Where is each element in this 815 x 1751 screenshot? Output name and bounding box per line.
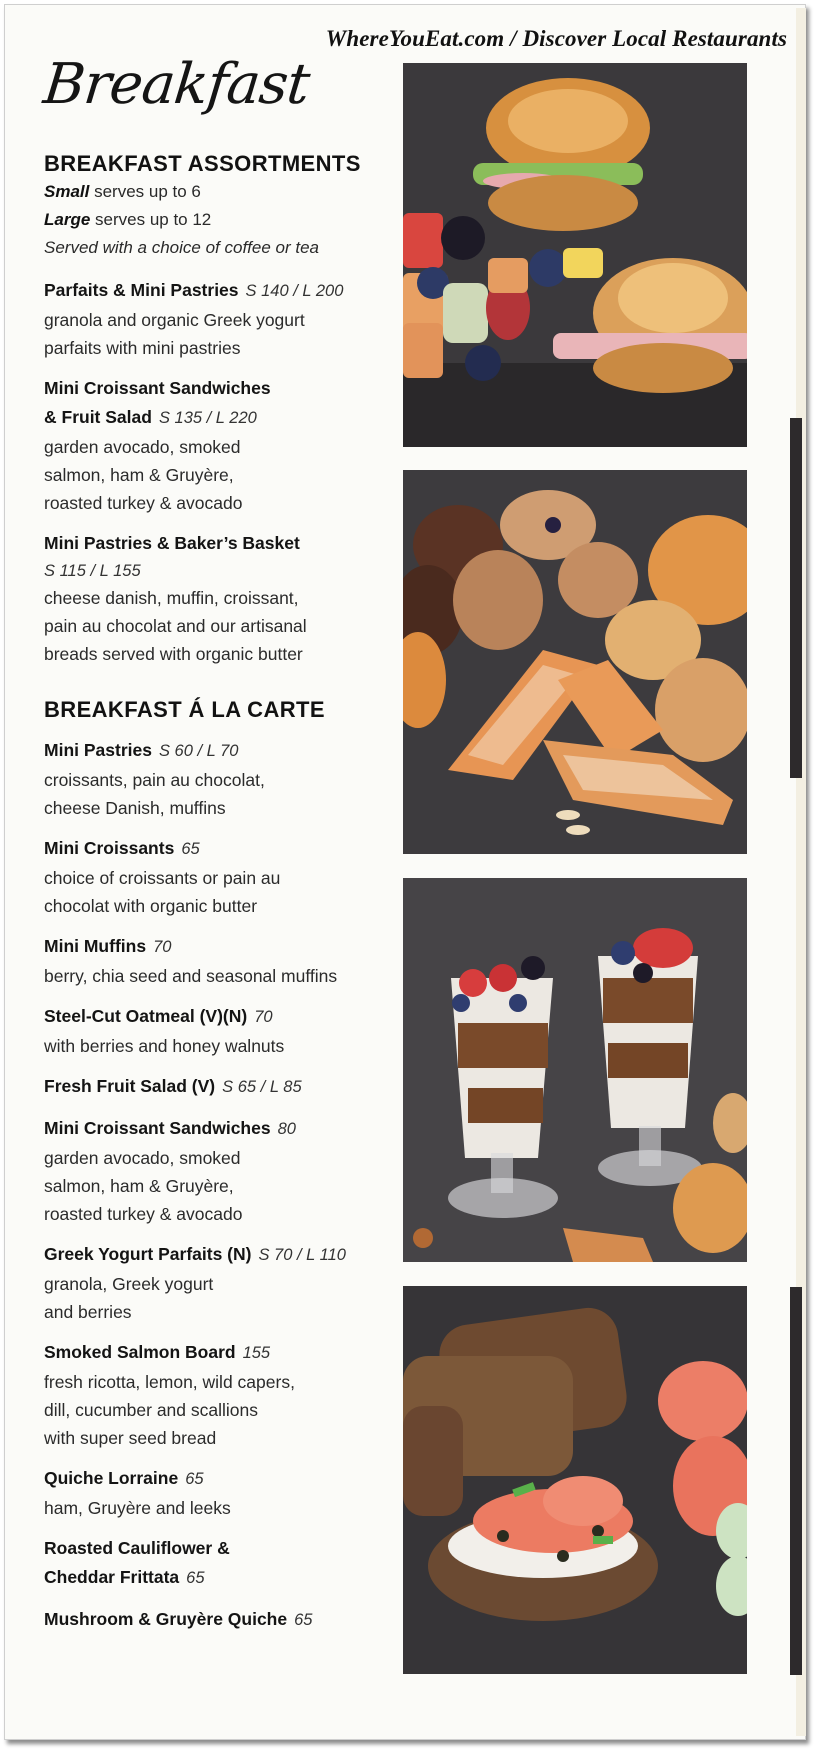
item-description: ham, Gruyère and leeks bbox=[44, 1498, 231, 1518]
served-with-note: Served with a choice of coffee or tea bbox=[44, 238, 319, 257]
item-price: 70 bbox=[153, 938, 172, 956]
item-name: Steel-Cut Oatmeal (V)(N) bbox=[44, 1006, 248, 1026]
watermark: WhereYouEat.com / Discover Local Restaurants bbox=[325, 26, 787, 51]
small-size-note: Small serves up to 6 bbox=[44, 182, 201, 201]
item-price: S 60 / L 70 bbox=[158, 742, 239, 760]
item-name: Quiche Lorraine bbox=[44, 1468, 179, 1488]
item-name: Mini Croissant Sandwiches bbox=[44, 1118, 271, 1138]
menu-item bbox=[44, 1114, 394, 1228]
item-name: Greek Yogurt Parfaits (N) bbox=[44, 1244, 252, 1264]
item-price: 65 bbox=[294, 1611, 313, 1629]
item-price: S 135 / L 220 bbox=[158, 409, 257, 427]
item-description: choice of croissants or pain au chocolat with organic butter bbox=[44, 868, 281, 916]
menu-item bbox=[44, 834, 394, 920]
item-name: Mini Muffins bbox=[44, 936, 147, 956]
item-description: fresh ricotta, lemon, wild capers, dill, cucumber and scallions with super seed bread bbox=[44, 1372, 295, 1448]
large-label: Large bbox=[44, 210, 91, 229]
next-page-photo-edge bbox=[790, 1287, 802, 1675]
item-price: S 70 / L 110 bbox=[258, 1246, 346, 1264]
menu-item bbox=[44, 1605, 394, 1635]
item-name-cont: & Fruit Salad bbox=[44, 407, 152, 427]
item-description: granola and organic Greek yogurt parfaits with mini pastries bbox=[44, 310, 305, 358]
section-heading-a-la-carte: BREAKFAST Á LA CARTE bbox=[44, 697, 325, 722]
item-name: Mushroom & Gruyère Quiche bbox=[44, 1609, 288, 1629]
menu-item bbox=[44, 374, 394, 517]
item-name: Parfaits & Mini Pastries bbox=[44, 280, 239, 300]
small-label: Small bbox=[44, 182, 90, 201]
large-size-note: Large serves up to 12 bbox=[44, 210, 212, 229]
item-name: Smoked Salmon Board bbox=[44, 1342, 236, 1362]
photo-pastries-basket bbox=[403, 470, 747, 854]
item-name: Mini Croissants bbox=[44, 838, 175, 858]
item-price: 80 bbox=[277, 1120, 296, 1138]
menu-item bbox=[44, 1338, 394, 1452]
section-heading-assortments: BREAKFAST ASSORTMENTS bbox=[44, 151, 361, 176]
menu-item bbox=[44, 529, 394, 668]
menu-item bbox=[44, 1240, 394, 1326]
menu-item bbox=[44, 1002, 394, 1060]
item-description: croissants, pain au chocolat, cheese Danish, muffins bbox=[44, 770, 265, 818]
item-price: 65 bbox=[186, 1569, 205, 1587]
item-description: garden avocado, smoked salmon, ham & Gruyère, roasted turkey & avocado bbox=[44, 437, 243, 513]
next-page-photo-edge bbox=[790, 418, 802, 778]
item-description: cheese danish, muffin, croissant, pain au chocolat and our artisanal breads served with organic butter bbox=[44, 588, 307, 664]
photo-yogurt-parfaits bbox=[403, 878, 747, 1262]
item-price: 155 bbox=[242, 1344, 271, 1362]
menu-item bbox=[44, 1534, 394, 1593]
item-description: garden avocado, smoked salmon, ham & Gruyère, roasted turkey & avocado bbox=[44, 1148, 243, 1224]
serving-notes bbox=[44, 178, 394, 262]
item-price: 65 bbox=[181, 840, 200, 858]
item-price: S 115 / L 155 bbox=[44, 562, 141, 580]
item-price: S 140 / L 200 bbox=[245, 282, 344, 300]
item-description: granola, Greek yogurt and berries bbox=[44, 1274, 214, 1322]
menu-item bbox=[44, 736, 394, 822]
menu-item bbox=[44, 276, 394, 362]
page-title: Breakfast bbox=[40, 52, 313, 117]
menu-item bbox=[44, 932, 394, 990]
item-name: Mini Croissant Sandwiches bbox=[44, 378, 271, 398]
photo-croissant-sandwiches bbox=[403, 63, 747, 447]
item-name: Roasted Cauliflower & bbox=[44, 1538, 230, 1558]
item-price: S 65 / L 85 bbox=[222, 1078, 302, 1096]
item-price: 65 bbox=[185, 1470, 204, 1488]
menu-column bbox=[44, 150, 394, 1647]
item-price: 70 bbox=[254, 1008, 273, 1026]
menu-item bbox=[44, 1072, 394, 1102]
item-name: Mini Pastries & Baker’s Basket bbox=[44, 533, 300, 553]
item-name: Mini Pastries bbox=[44, 740, 152, 760]
item-description: berry, chia seed and seasonal muffins bbox=[44, 966, 338, 986]
item-name-cont: Cheddar Frittata bbox=[44, 1567, 180, 1587]
menu-item bbox=[44, 1464, 394, 1522]
photo-smoked-salmon bbox=[403, 1286, 747, 1674]
item-name: Fresh Fruit Salad (V) bbox=[44, 1076, 216, 1096]
item-description: with berries and honey walnuts bbox=[44, 1036, 285, 1056]
